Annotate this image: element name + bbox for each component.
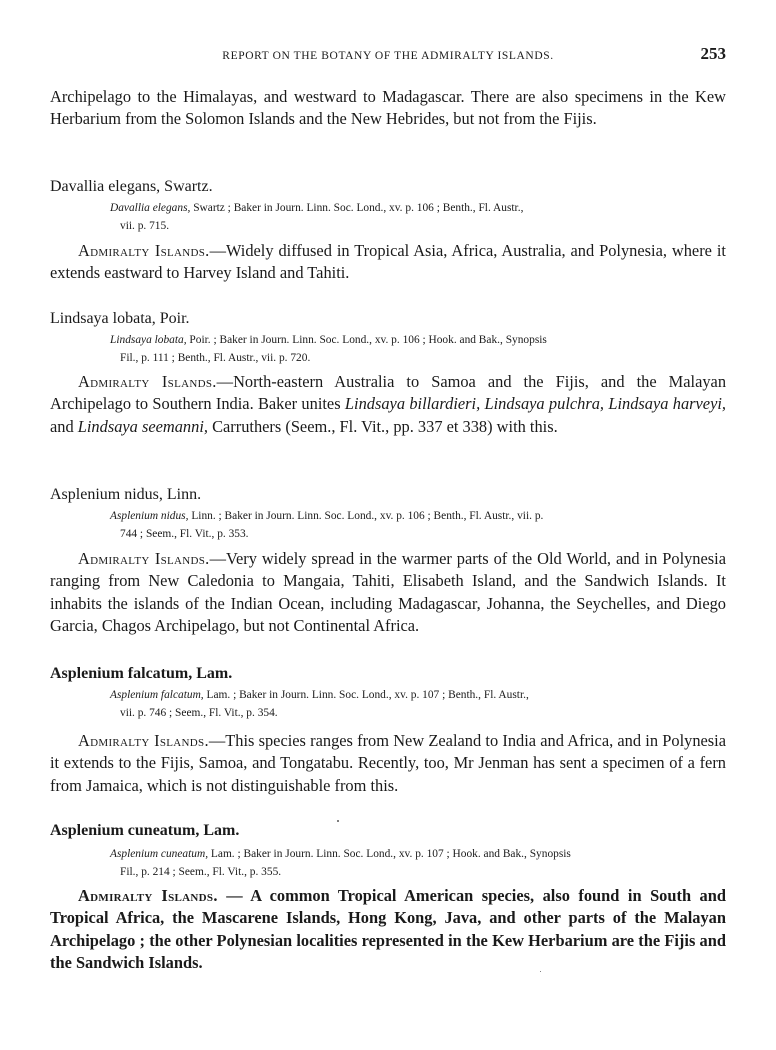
species-title-asplenium-nidus: Asplenium nidus, Linn.	[50, 486, 202, 503]
locality-label: Admiralty Islands.	[78, 372, 217, 391]
citation-name: Asplenium cuneatum,	[110, 848, 209, 860]
species-names-italic: Lindsaya billardieri, Lindsaya pulchra, Lindsaya harveyi,	[344, 394, 727, 414]
page-header	[50, 44, 726, 66]
species-name-italic: Lindsaya seemanni,	[77, 416, 208, 436]
paragraph-lindsaya-lobata	[50, 371, 726, 438]
citation-asplenium-nidus	[110, 508, 726, 543]
citation-name: Asplenium falcatum,	[110, 689, 204, 701]
species-title-davallia-elegans: Davallia elegans, Swartz.	[50, 178, 213, 195]
print-speck	[337, 820, 339, 822]
citation-line-2: Fil., p. 214 ; Seem., Fl. Vit., p. 355.	[120, 865, 282, 878]
citation-line-2: vii. p. 715.	[120, 219, 170, 232]
locality-label: Admiralty Islands.	[78, 549, 210, 568]
citation-asplenium-falcatum	[110, 687, 726, 722]
intro-paragraph: Archipelago to the Himalayas, and westward to Madagascar. There are also specimens in the Kew Herbarium from the Solomon Islands and the New Hebrides, but not from the Fijis.	[50, 87, 726, 129]
citation-text: Swartz ; Baker in Journ. Linn. Soc. Lond., xv. p. 106 ; Benth., Fl. Austr.,	[190, 202, 524, 214]
paragraph-text: and	[50, 416, 78, 436]
species-title-asplenium-cuneatum: Asplenium cuneatum, Lam.	[50, 822, 240, 839]
paragraph-text: Carruthers (Seem., Fl. Vit., pp. 337 et 338) with this.	[207, 416, 558, 436]
citation-asplenium-cuneatum	[110, 846, 726, 881]
paragraph-text: —Very widely spread in the warmer parts of the Old World, and in Polynesia ranging from New Caledonia to Mangaia, Tahiti, Elisabeth Island, and the Sandwich Islands. It inhabits the islands of the Indian Ocean, including Madagascar, Johanna, the Seychelles, and Diego Garcia, Chagos Archipelago, but not Continental Africa.	[50, 549, 726, 636]
citation-line-2: vii. p. 746 ; Seem., Fl. Vit., p. 354.	[120, 706, 278, 719]
citation-text: Linn. ; Baker in Journ. Linn. Soc. Lond., xv. p. 106 ; Benth., Fl. Austr., vii. p.	[188, 510, 544, 522]
paragraph-asplenium-nidus	[50, 548, 726, 638]
running-head: REPORT ON THE BOTANY OF THE ADMIRALTY ISLANDS.	[222, 50, 554, 62]
citation-text: Lam. ; Baker in Journ. Linn. Soc. Lond., xv. p. 107 ; Benth., Fl. Austr.,	[203, 689, 529, 701]
paragraph-text: — A common Tropical American species, also found in South and Tropical Africa, the Mascarene Islands, Hong Kong, Java, and other parts of the Malayan Archipelago ; the other Polynesian localities represented in the Kew Herbarium are the Fijis and the Sandwich Islands.	[50, 886, 726, 973]
paragraph-text: —North-eastern Australia to Samoa and the Fijis, and the Malayan Archipelago to Southern India. Baker unites	[50, 372, 727, 414]
page-number: 253	[700, 44, 726, 63]
citation-name: Asplenium nidus,	[110, 510, 189, 522]
citation-name: Lindsaya lobata,	[110, 334, 187, 346]
locality-label: Admiralty Islands.	[78, 886, 218, 905]
paragraph-asplenium-falcatum	[50, 730, 726, 797]
citation-name: Davallia elegans,	[110, 202, 191, 214]
citation-line-2: Fil., p. 111 ; Benth., Fl. Austr., vii. p. 720.	[120, 351, 311, 364]
print-speck	[540, 971, 541, 972]
locality-label: Admiralty Islands.	[78, 731, 209, 750]
citation-line-2: 744 ; Seem., Fl. Vit., p. 353.	[120, 527, 249, 540]
paragraph-davallia-elegans	[50, 240, 726, 285]
citation-lindsaya-lobata	[110, 332, 726, 367]
species-title-asplenium-falcatum: Asplenium falcatum, Lam.	[50, 665, 233, 682]
paragraph-text: —Widely diffused in Tropical Asia, Africa, Australia, and Polynesia, where it extends eastward to Harvey Island and Tahiti.	[50, 241, 726, 283]
locality-label: Admiralty Islands.	[78, 241, 210, 260]
citation-text: Poir. ; Baker in Journ. Linn. Soc. Lond., xv. p. 106 ; Hook. and Bak., Synopsis	[186, 334, 547, 346]
citation-text: Lam. ; Baker in Journ. Linn. Soc. Lond., xv. p. 107 ; Hook. and Bak., Synopsis	[208, 848, 571, 860]
citation-davallia-elegans	[110, 200, 726, 235]
paragraph-text: —This species ranges from New Zealand to India and Africa, and in Polynesia it extends to the Fijis, Samoa, and Tongatabu. Recently, too, Mr Jenman has sent a specimen of a fern from Jamaica, which is not distinguishable from this.	[50, 731, 726, 795]
species-title-lindsaya-lobata: Lindsaya lobata, Poir.	[50, 310, 190, 327]
paragraph-asplenium-cuneatum	[50, 885, 726, 975]
